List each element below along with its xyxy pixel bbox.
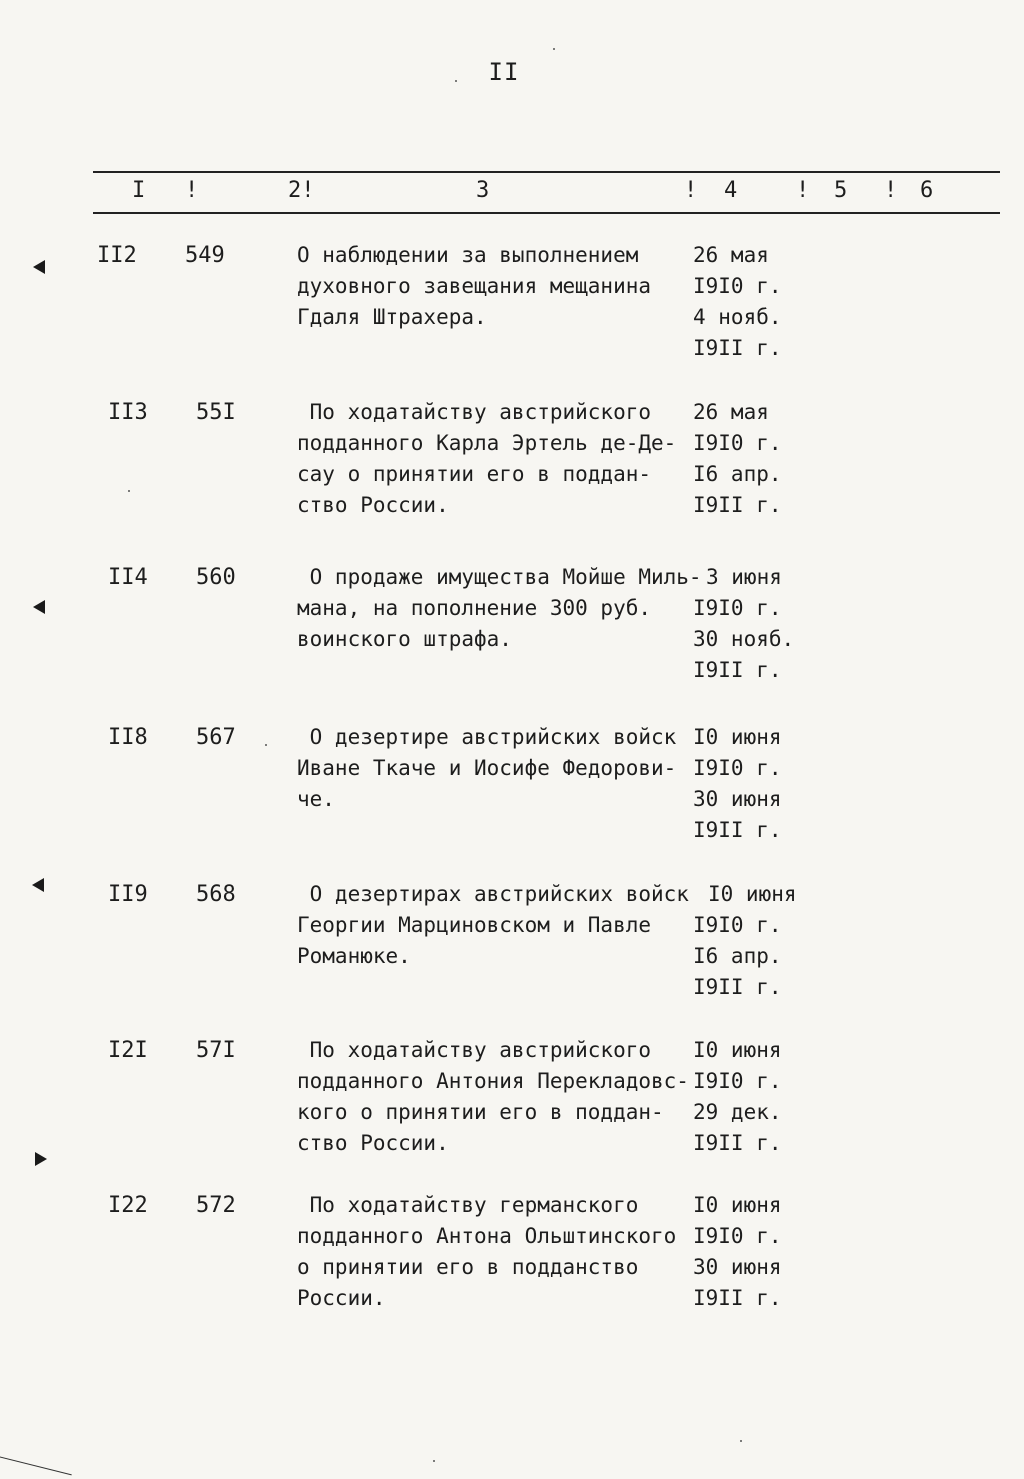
- scan-speck: [265, 744, 267, 746]
- start-year: I9I0 г.: [693, 431, 782, 455]
- description-line: России.: [297, 1286, 386, 1310]
- file-number: 572: [196, 1193, 236, 1218]
- register-entry: [0, 879, 1024, 1009]
- end-year: I9II г.: [693, 658, 782, 682]
- start-date: 26 мая: [693, 400, 769, 424]
- start-date: I0 июня: [693, 725, 782, 749]
- entry-dates: [693, 1190, 813, 1314]
- scan-speck: [455, 80, 457, 82]
- description-line: О дезертире австрийских войск: [297, 725, 677, 749]
- entry-description: [297, 240, 697, 333]
- start-date: 26 мая: [693, 243, 769, 267]
- entry-number: II4: [108, 565, 148, 590]
- file-number: 560: [196, 565, 236, 590]
- description-line: мана, на пополнение 300 руб.: [297, 596, 652, 620]
- description-line: о принятии его в подданство: [297, 1255, 639, 1279]
- register-entry: [0, 1190, 1024, 1320]
- description-line: ство России.: [297, 1131, 449, 1155]
- file-number: 549: [185, 243, 225, 268]
- entry-number: II2: [97, 243, 137, 268]
- end-year: I9II г.: [693, 975, 782, 999]
- binding-mark-icon: [33, 260, 45, 274]
- start-date: I0 июня: [693, 1193, 782, 1217]
- scan-speck: [553, 48, 555, 50]
- end-date: I6 апр.: [693, 944, 782, 968]
- entry-description: [297, 1035, 697, 1159]
- description-line: сау о принятии его в поддан-: [297, 462, 652, 486]
- binding-mark-icon: [35, 1152, 47, 1166]
- register-entry: [0, 562, 1024, 692]
- description-line: подданного Антония Перекладовс-: [297, 1069, 689, 1093]
- header-col-5: 5: [834, 178, 848, 203]
- scan-edge-line: [0, 1455, 72, 1475]
- description-line: Гдаля Штрахера.: [297, 305, 487, 329]
- end-year: I9II г.: [693, 818, 782, 842]
- description-line: По ходатайству германского: [297, 1193, 639, 1217]
- entry-number: II9: [108, 882, 148, 907]
- header-separator: !: [884, 178, 898, 203]
- page-number: II: [488, 58, 520, 86]
- register-entry: [0, 1035, 1024, 1165]
- entry-number: II3: [108, 400, 148, 425]
- header-separator: !: [684, 178, 698, 203]
- start-year: I9I0 г.: [693, 1224, 782, 1248]
- header-col-3: 3: [476, 178, 490, 203]
- description-line: Георгии Марциновском и Павле: [297, 913, 652, 937]
- start-date: I0 июня: [708, 882, 797, 906]
- register-entry: [0, 397, 1024, 527]
- file-number: 568: [196, 882, 236, 907]
- description-line: воинского штрафа.: [297, 627, 512, 651]
- start-year: I9I0 г.: [693, 756, 782, 780]
- scan-speck: [740, 1440, 742, 1442]
- end-year: I9II г.: [693, 1286, 782, 1310]
- entry-description: [297, 722, 697, 815]
- start-date: 3 июня: [706, 565, 782, 589]
- entry-dates: [693, 240, 813, 364]
- entry-description: [297, 397, 697, 521]
- scan-speck: [128, 490, 130, 492]
- header-col-2: 2!: [288, 178, 315, 203]
- end-date: 30 нояб.: [693, 627, 795, 651]
- description-line: подданного Карла Эртель де-Де-: [297, 431, 677, 455]
- header-separator: !: [185, 178, 199, 203]
- description-line: О наблюдении за выполнением: [297, 243, 639, 267]
- entry-dates: [693, 722, 813, 846]
- description-line: че.: [297, 787, 335, 811]
- binding-mark-icon: [32, 878, 44, 892]
- end-date: 29 дек.: [693, 1100, 782, 1124]
- entry-description: [297, 562, 702, 655]
- header-top-rule: [93, 171, 1000, 173]
- entry-dates: [693, 397, 813, 521]
- end-date: 30 июня: [693, 1255, 782, 1279]
- entry-number: I2I: [108, 1038, 148, 1063]
- start-year: I9I0 г.: [693, 913, 782, 937]
- end-year: I9II г.: [693, 1131, 782, 1155]
- file-number: 57I: [196, 1038, 236, 1063]
- description-line: О дезертирах австрийских войск: [297, 882, 689, 906]
- end-year: I9II г.: [693, 493, 782, 517]
- file-number: 55I: [196, 400, 236, 425]
- start-year: I9I0 г.: [693, 596, 782, 620]
- entry-number: II8: [108, 725, 148, 750]
- start-year: I9I0 г.: [693, 1069, 782, 1093]
- register-entry: [0, 240, 1024, 370]
- entry-dates: [693, 1035, 813, 1159]
- register-entry: [0, 722, 1024, 852]
- header-separator: !: [796, 178, 810, 203]
- description-line: Романюке.: [297, 944, 411, 968]
- entry-dates: [693, 562, 826, 686]
- header-bottom-rule: [93, 212, 1000, 214]
- header-col-1: I: [132, 178, 146, 203]
- start-date: I0 июня: [693, 1038, 782, 1062]
- end-date: 4 нояб.: [693, 305, 782, 329]
- binding-mark-icon: [33, 600, 45, 614]
- entry-number: I22: [108, 1193, 148, 1218]
- scan-speck: [433, 1460, 435, 1462]
- description-line: ство России.: [297, 493, 449, 517]
- header-col-6: 6: [920, 178, 934, 203]
- description-line: Иване Ткаче и Иосифе Федорови-: [297, 756, 677, 780]
- description-line: подданного Антона Ольштинского: [297, 1224, 677, 1248]
- entry-description: [297, 1190, 697, 1314]
- description-line: По ходатайству австрийского: [297, 400, 652, 424]
- end-date: 30 июня: [693, 787, 782, 811]
- end-year: I9II г.: [693, 336, 782, 360]
- description-line: духовного завещания мещанина: [297, 274, 652, 298]
- file-number: 567: [196, 725, 236, 750]
- entry-dates: [693, 879, 828, 1003]
- description-line: По ходатайству австрийского: [297, 1038, 652, 1062]
- entry-description: [297, 879, 697, 972]
- start-year: I9I0 г.: [693, 274, 782, 298]
- end-date: I6 апр.: [693, 462, 782, 486]
- description-line: О продаже имущества Мойше Миль-: [297, 565, 702, 589]
- description-line: кого о принятии его в поддан-: [297, 1100, 664, 1124]
- header-col-4: 4: [724, 178, 738, 203]
